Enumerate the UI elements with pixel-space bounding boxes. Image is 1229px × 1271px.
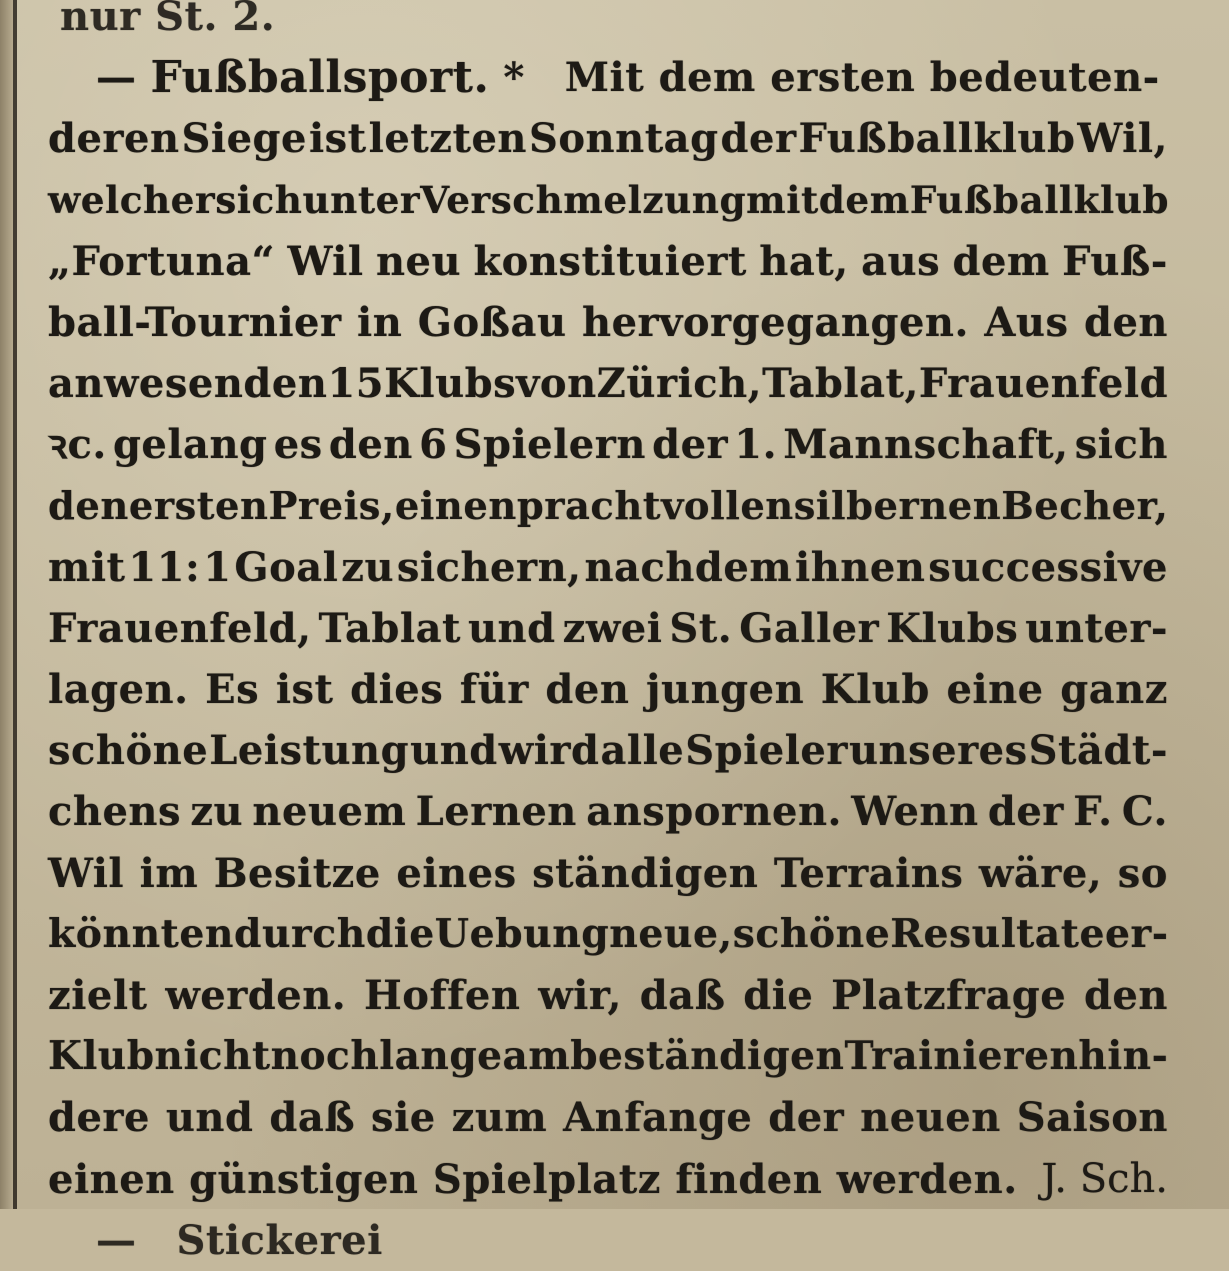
article-line — [48, 108, 1168, 169]
word: daß — [269, 1094, 356, 1142]
word: für — [459, 666, 529, 714]
article-line-text — [48, 781, 1168, 842]
top-fragment-line — [60, 0, 1168, 47]
word: Anfange — [563, 1094, 753, 1142]
word: Spieler — [685, 727, 848, 775]
word: zu — [341, 543, 395, 591]
article-line-text — [48, 414, 1168, 475]
word: noch — [270, 1033, 380, 1080]
first-line-text: Mit dem ersten bedeuten- — [564, 54, 1160, 102]
word: anwesenden — [48, 360, 328, 408]
word: Klub — [820, 666, 930, 714]
word: und — [410, 727, 498, 775]
article-line — [48, 537, 1168, 598]
article-line-text — [48, 843, 1168, 904]
top-fragment: nur St. 2. — [60, 0, 276, 40]
word: eine — [946, 666, 1044, 714]
word: chens — [48, 788, 181, 836]
article-line-text — [48, 537, 1168, 598]
word: ball-Tournier — [48, 298, 342, 346]
article-line — [48, 476, 1168, 537]
article-line-text — [48, 598, 1168, 659]
article-line-text — [48, 231, 1168, 292]
word: 15 — [327, 360, 385, 408]
word: letzten — [368, 115, 527, 163]
word: ist — [275, 666, 334, 714]
word: silbernen — [793, 483, 1002, 529]
word: die — [743, 972, 814, 1019]
article-line — [48, 170, 1168, 231]
word: beständigen — [570, 1033, 845, 1080]
word: ist — [308, 115, 367, 163]
word: zu — [190, 788, 244, 836]
word: 1 — [203, 543, 232, 591]
word: Resultate — [890, 910, 1105, 957]
word: eines — [396, 849, 517, 897]
word: Fuß- — [1062, 237, 1168, 285]
word: Städt- — [1028, 727, 1168, 775]
word: Frauenfeld, — [48, 604, 312, 652]
article — [48, 0, 1168, 1271]
word: Uebung — [434, 910, 610, 957]
word: Preis, — [268, 483, 395, 529]
article-line-text — [48, 108, 1168, 169]
word: ꝛc. — [48, 421, 107, 469]
word: Hoffen — [363, 972, 521, 1019]
word: neu — [375, 237, 462, 285]
word: neuen — [860, 1094, 1001, 1142]
word: zum — [451, 1094, 548, 1142]
word: durch — [233, 910, 366, 957]
article-line — [48, 414, 1168, 475]
word: 6 — [419, 421, 448, 469]
word: es — [273, 421, 323, 469]
word: aus — [861, 237, 941, 285]
article-line-text — [48, 965, 1168, 1026]
word: hat, — [759, 237, 849, 285]
word: hervorgegangen. — [582, 298, 969, 346]
word: so — [1117, 849, 1168, 897]
word: dem — [818, 177, 910, 222]
word: wir, — [538, 972, 622, 1019]
article-body — [48, 108, 1168, 1148]
article-last-line — [48, 1149, 1168, 1210]
word: neuem — [252, 788, 407, 836]
word: den — [1083, 972, 1168, 1019]
word: nicht — [154, 1033, 271, 1080]
word: ersten — [128, 483, 269, 529]
word: den — [545, 666, 630, 714]
word: den — [328, 421, 413, 469]
word: Frauenfeld — [918, 360, 1169, 408]
word: wäre, — [978, 849, 1103, 897]
word: unseres — [848, 727, 1028, 775]
word: Sonntag — [528, 115, 719, 163]
word: Goßau — [417, 298, 567, 346]
word: Klubs — [384, 360, 517, 408]
word: Terrains — [773, 849, 964, 897]
word: Mannschaft, — [783, 421, 1069, 469]
word: zielt — [48, 972, 148, 1019]
word: im — [139, 849, 199, 897]
article-line — [48, 231, 1168, 292]
article-line — [48, 720, 1168, 781]
word: ständigen — [532, 849, 759, 897]
word: dere — [48, 1094, 150, 1142]
article-line — [48, 965, 1168, 1026]
word: anspornen. — [586, 788, 842, 836]
word: Klub — [48, 1033, 155, 1080]
first-line-rest — [565, 47, 1168, 108]
word: deren — [48, 115, 180, 163]
word: neue, — [609, 910, 733, 957]
word: Tablat — [318, 604, 461, 652]
word: Verschmelzung — [420, 177, 747, 222]
word: Wil — [287, 237, 364, 285]
article-line-text — [48, 353, 1168, 414]
word: die — [365, 910, 435, 957]
word: der — [652, 421, 729, 469]
word: konstituiert — [473, 237, 747, 285]
word: von — [516, 360, 597, 408]
word: Tablat, — [762, 360, 919, 408]
article-line — [48, 292, 1168, 353]
word: und — [165, 1094, 254, 1142]
word: den — [1084, 298, 1168, 346]
word: Zürich, — [596, 360, 763, 408]
word: sich — [215, 177, 303, 222]
word: Besitze — [213, 849, 381, 897]
word: einen — [394, 483, 517, 529]
column-rule — [13, 0, 17, 1209]
word: er- — [1104, 910, 1169, 957]
word: Es — [205, 666, 260, 714]
article-heading: Fußballsport. — [150, 52, 490, 104]
word: unter — [302, 177, 421, 222]
word: in — [357, 298, 403, 346]
word: sichern, — [396, 543, 582, 591]
word: dem — [952, 237, 1050, 285]
word: successive — [928, 543, 1168, 591]
word: hin- — [1078, 1033, 1169, 1080]
word: Wil — [48, 849, 125, 897]
article-line — [48, 659, 1168, 720]
word: und — [467, 604, 556, 652]
word: sie — [371, 1094, 436, 1142]
word: 11: — [128, 543, 201, 591]
word: der — [987, 788, 1064, 836]
article-line — [48, 353, 1168, 414]
bottom-fragment-line — [48, 1210, 1168, 1271]
word: Spielern — [453, 421, 646, 469]
word: gelang — [112, 421, 268, 469]
article-line-text — [48, 292, 1168, 353]
heading-dash: — — [96, 54, 137, 102]
article-line — [48, 1026, 1168, 1087]
word: Platzfrage — [831, 972, 1067, 1019]
word: schöne — [48, 727, 209, 775]
word: Wenn — [851, 788, 979, 836]
word: Galler — [739, 604, 880, 652]
word: Siege — [181, 115, 307, 163]
article-line — [48, 843, 1168, 904]
word: ihnen — [795, 543, 926, 591]
word: den — [48, 483, 129, 529]
word: Lernen — [415, 788, 577, 836]
article-first-line — [48, 47, 1168, 108]
word: sich — [1074, 421, 1168, 469]
word: jungen — [646, 666, 805, 714]
word: Goal — [234, 543, 339, 591]
word: schöne — [732, 910, 891, 957]
word: daß — [639, 972, 726, 1019]
word: lange — [379, 1033, 503, 1080]
word: mit — [48, 543, 126, 591]
word: der — [768, 1094, 845, 1142]
article-line-text — [48, 170, 1168, 231]
word: Trainieren — [844, 1033, 1079, 1080]
article-line-text — [48, 1087, 1168, 1148]
word: könnten — [48, 910, 234, 957]
word: Becher, — [1001, 483, 1169, 529]
word: C. — [1121, 788, 1168, 836]
word: Fußballklub — [798, 115, 1076, 163]
article-line — [48, 781, 1168, 842]
word: Fußballklub — [909, 177, 1170, 222]
word: Wil, — [1077, 115, 1168, 163]
word: F. — [1073, 788, 1113, 836]
word: „Fortuna“ — [48, 237, 276, 285]
article-line-text — [48, 1026, 1168, 1087]
word: Leistung — [209, 727, 410, 775]
word: welcher — [48, 177, 216, 222]
word: Klubs — [886, 604, 1019, 652]
lead-mark: * — [503, 54, 525, 102]
article-line-text — [48, 476, 1168, 537]
word: alle — [600, 727, 685, 775]
word: lagen. — [48, 666, 189, 714]
word: Aus — [984, 298, 1069, 346]
word: 1. — [734, 421, 778, 469]
author-signature: J. Sch. — [1041, 1155, 1168, 1202]
bottom-fragment-dash: — — [96, 1216, 137, 1264]
word: Saison — [1016, 1094, 1168, 1142]
last-line-text: einen günstigen Spielplatz finden werden. — [48, 1155, 1018, 1203]
word: wird — [498, 727, 600, 775]
word: dies — [350, 666, 444, 714]
word: werden. — [165, 972, 347, 1019]
bottom-fragment: Stickerei — [176, 1216, 383, 1264]
word: ganz — [1060, 666, 1168, 714]
word: unter- — [1025, 604, 1168, 652]
article-line — [48, 598, 1168, 659]
word: mit — [746, 177, 819, 222]
article-line-text — [48, 904, 1168, 965]
word: zwei — [562, 604, 663, 652]
word: nachdem — [584, 543, 793, 591]
word: St. — [669, 604, 733, 652]
word: am — [502, 1033, 571, 1080]
article-line — [48, 904, 1168, 965]
article-line — [48, 1087, 1168, 1148]
word: der — [720, 115, 797, 163]
word: prachtvollen — [516, 483, 794, 529]
article-line-text — [48, 720, 1168, 781]
article-line-text — [48, 659, 1168, 720]
page-edge-shadow — [0, 0, 13, 1209]
